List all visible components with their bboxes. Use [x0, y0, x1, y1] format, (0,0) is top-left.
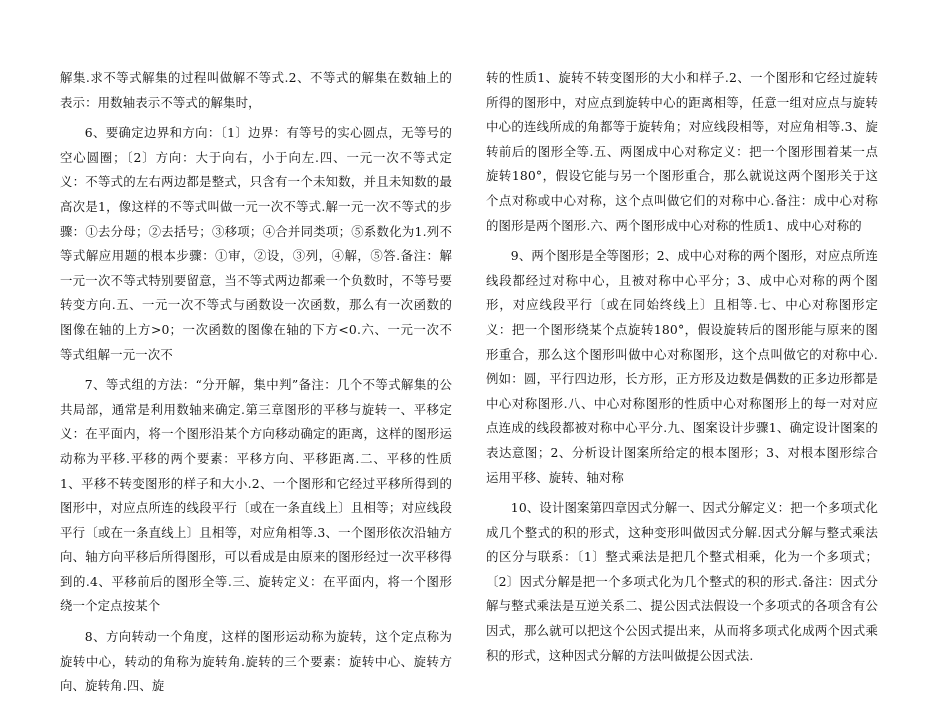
right-column [486, 66, 878, 674]
paragraph-left-2: 6、要确定边界和方向：〔1〕边界：有等号的实心圆点，无等号的空心圆圈；〔2〕方向：大于向右，小于向左.四、一元一次不等式定义：不等式的左右两边都是整式，只含有一个未知数，并且未知数的最高次是1，像这样的不等式叫做一元一次不等式.解一元一次不等式的步骤：①去分母；②去括号；③移项；④合并同类项；⑤系数化为1.列不等式解应用题的根本步骤：①审，②设，③列，④解，⑤答.备注：解一元一次不等式特别要留意，当不等式两边都乘一个负数时，不等号要转变方向.五、一元一次不等式与函数设一次函数，那么有一次函数的图像在轴的上方>0；一次函数的图像在轴的下方<0.六、一元一次不等式组解一元一次不 [60, 125, 452, 362]
left-column [60, 66, 452, 705]
paragraph-left-4: 8、方向转动一个角度，这样的图形运动称为旋转，这个定点称为旋转中心，转动的角称为旋转角.旋转的三个要素：旋转中心、旋转方向、旋转角.四、旋 [60, 629, 452, 694]
paragraph-right-2: 9、两个图形是全等图形；2、成中心对称的两个图形，对应点所连线段都经过对称中心，且被对称中心平分；3、成中心对称的两个图形，对应线段平行〔或在同始终线上〕且相等.七、中心对称图形定义：把一个图形绕某个点旋转180°，假设旋转后的图形能与原来的图形重合，那么这个图形叫做中心对称图形，这个点叫做它的对称中心.例如：圆，平行四边形，长方形，正方形及边数是偶数的正多边形都是中心对称图形.八、中心对称图形的性质中心对称图形上的每一对对应点连成的线段都被对称中心平分.九、图案设计步骤1、确定设计图案的表达意图；2、分析设计图案所给定的根本图形；3、对根本图形综合运用平移、旋转、轴对称 [486, 248, 879, 485]
paragraph-right-3: 10、设计图案第四章因式分解一、因式分解定义：把一个多项式化成几个整式的积的形式，这种变形叫做因式分解.因式分解与整式乘法的区分与联系：〔1〕整式乘法是把几个整式相乘，化为一个多项式；〔2〕因式分解是把一个多项式化为几个整式的积的形式.备注：因式分解与整式乘法是互逆关系二、提公因式法假设一个多项式的各项含有公因式，那么就可以把这个公因式提出来，从而将多项式化成两个因式乘积的形式，这种因式分解的方法叫做提公因式法. [486, 500, 879, 663]
paragraph-left-1: 解集.求不等式解集的过程叫做解不等式.2、不等式的解集在数轴上的表示：用数轴表示不等式的解集时， [60, 70, 452, 110]
paragraph-left-3: 7、等式组的方法：“分开解，集中判”备注：几个不等式解集的公共局部，通常是利用数轴来确定.第三章图形的平移与旋转一、平移定义：在平面内，将一个图形沿某个方向移动确定的距离，这样的图形运动称为平移.平移的两个要素：平移方向、平移距离.二、平移的性质1、平移不转变图形的样子和大小.2、一个图形和它经过平移所得到的图形中，对应点所连的线段平行〔或在一条直线上〕且相等；对应线段平行〔或在一条直线上〕且相等，对应角相等.3、一个图形依次沿轴方向、轴方向平移后所得图形，可以看成是由原来的图形经过一次平移得到的.4、平移前后的图形全等.三、旋转定义：在平面内，将一个图形绕一个定点按某个 [60, 377, 452, 614]
paragraph-right-1: 转的性质1、旋转不转变图形的大小和样子.2、一个图形和它经过旋转所得的图形中，对应点到旋转中心的距离相等，任意一组对应点与旋转中心的连线所成的角都等于旋转角；对应线段相等，对应角相等.3、旋转前后的图形全等.五、两图成中心对称定义：把一个图形围着某一点旋转180°，假设它能与另一个图形重合，那么就说这两个图形关于这个点对称或中心对称，这个点叫做它们的对称中心.备注：成中心对称的图形是两个图形.六、两个图形成中心对称的性质1、成中心对称的 [486, 70, 878, 233]
